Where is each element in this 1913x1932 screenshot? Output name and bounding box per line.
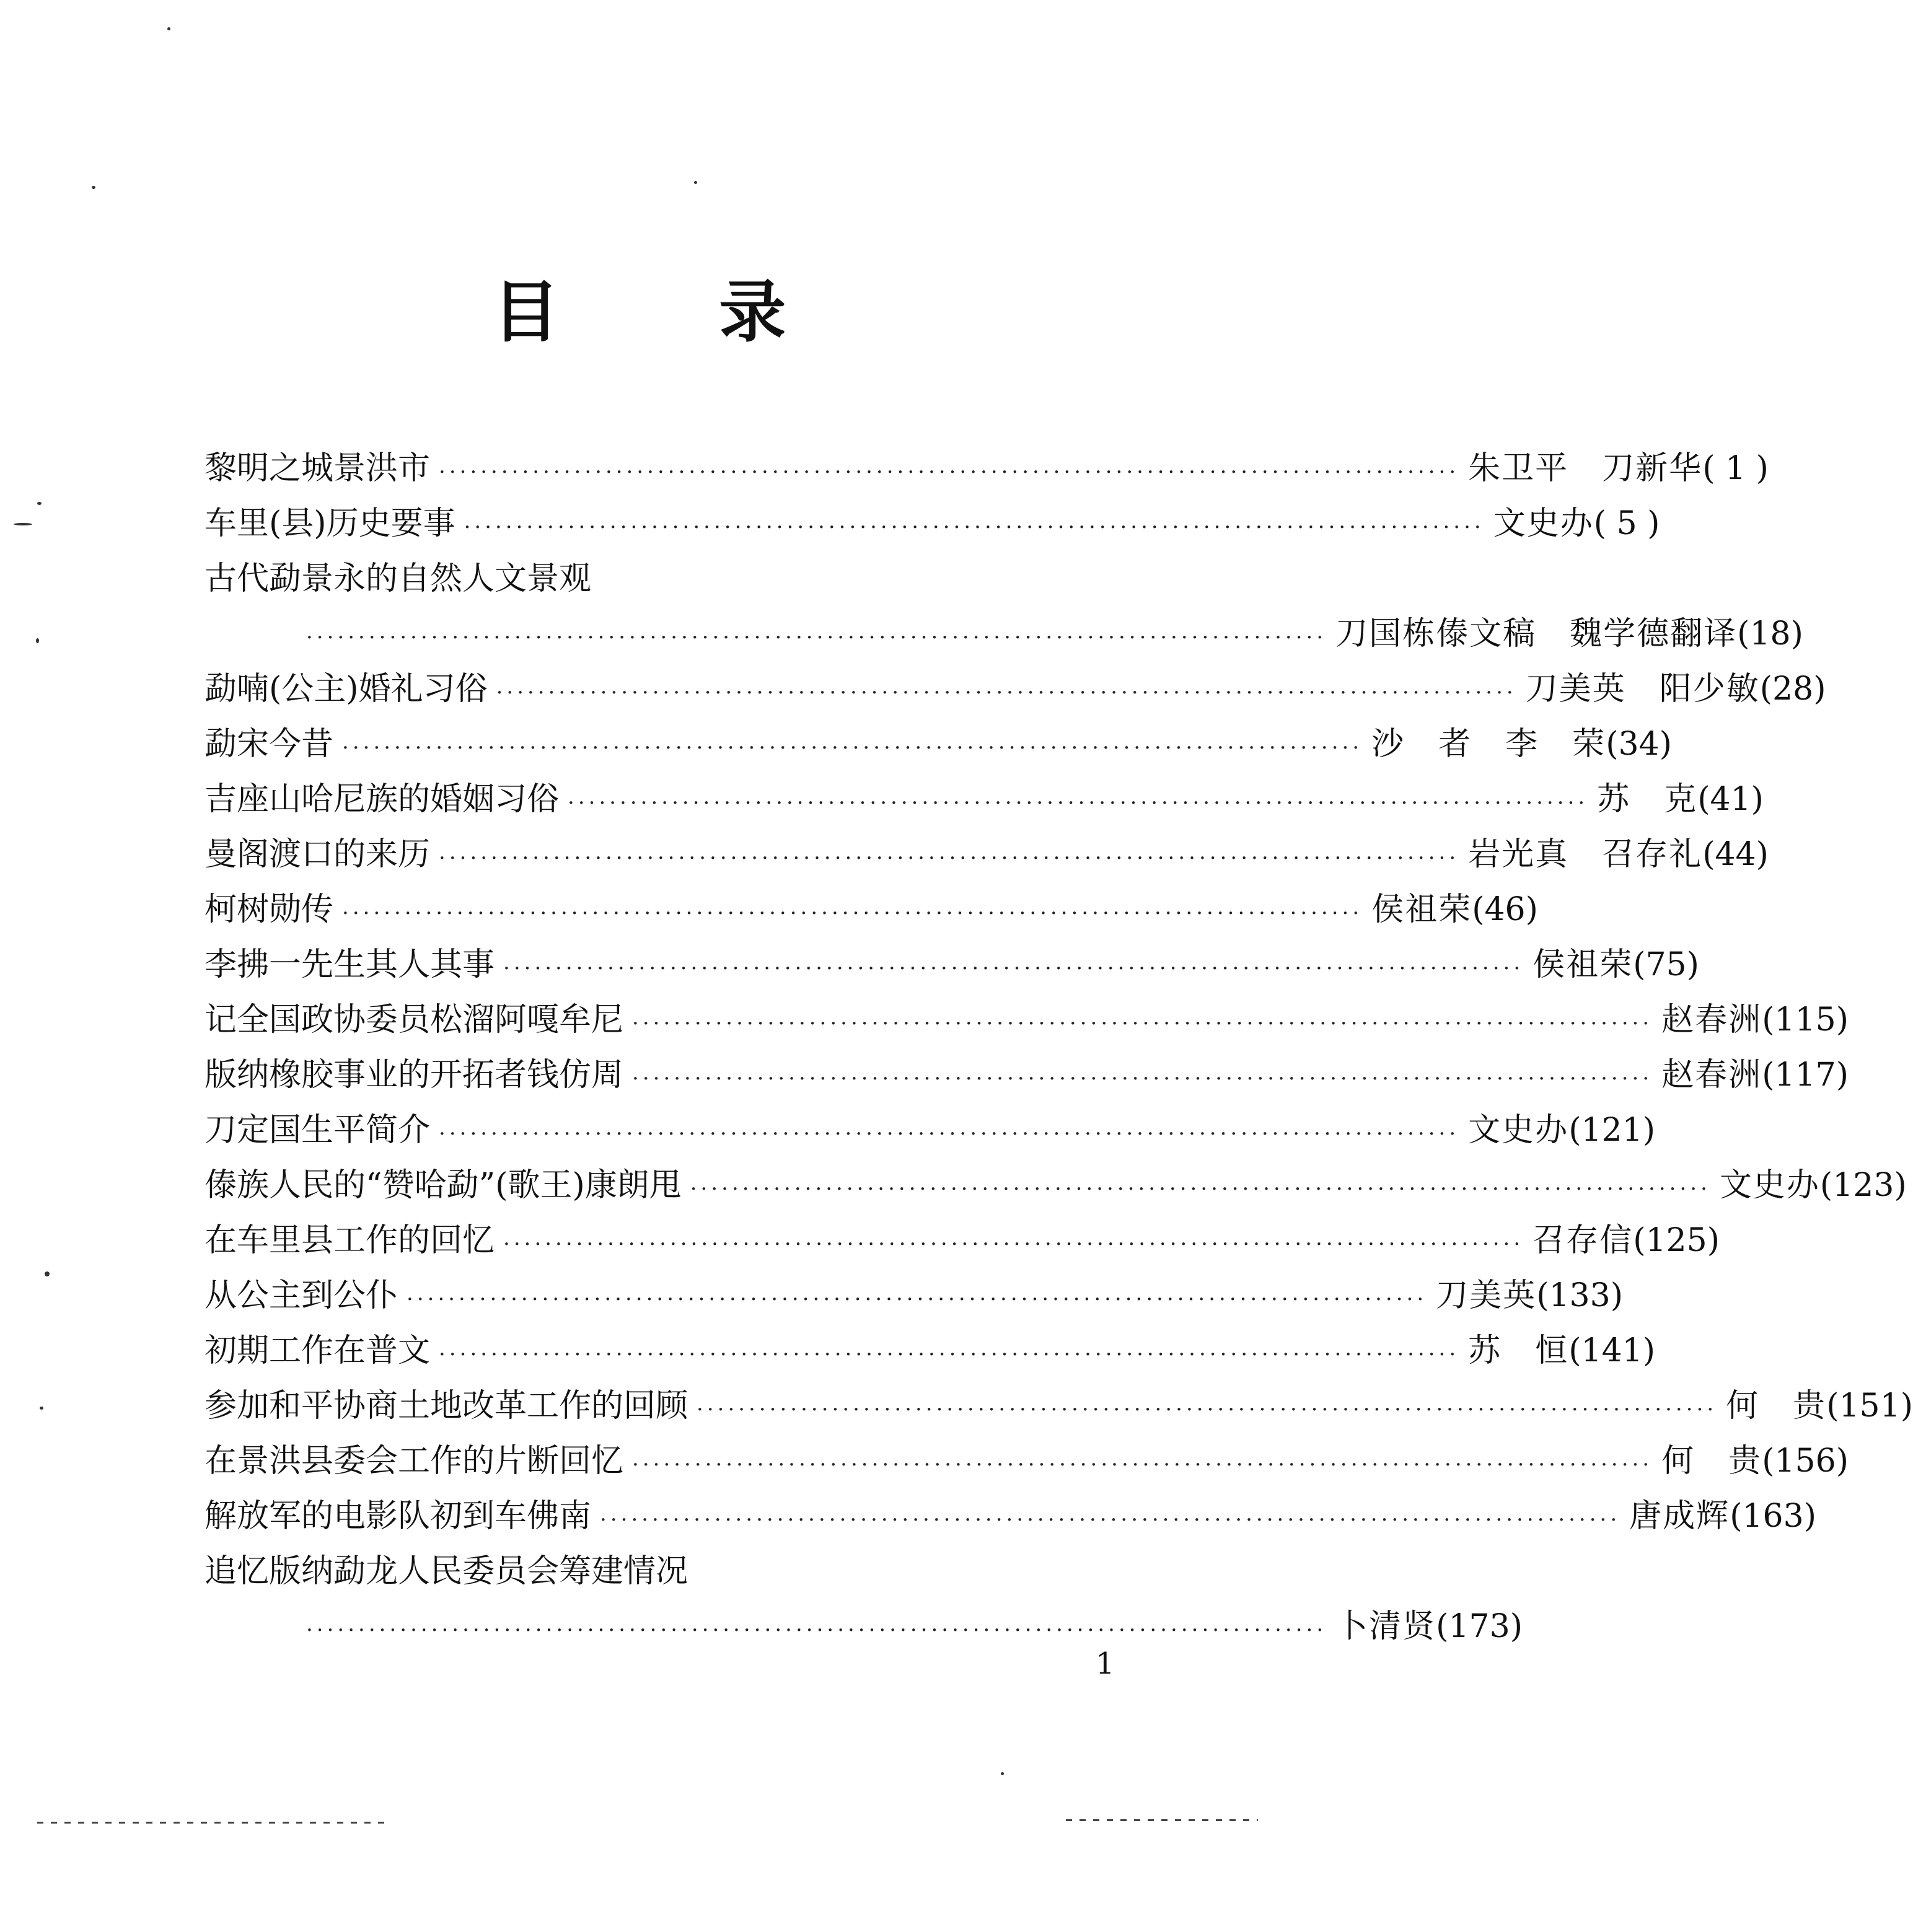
toc-entry xyxy=(204,993,1849,1048)
toc-entry xyxy=(204,496,1660,551)
entry-title: 柯树勋传 xyxy=(204,891,334,928)
entry-author: 赵春洲 xyxy=(1661,1001,1762,1038)
entry-page: (115) xyxy=(1762,1001,1849,1038)
entry-author: 岩光真 召存礼 xyxy=(1468,836,1703,873)
entry-author: 苏 克 xyxy=(1597,781,1698,818)
dot-leader: ·································································································· xyxy=(439,846,1460,871)
scan-speck xyxy=(1001,1772,1004,1775)
entry-author: 刀美英 xyxy=(1436,1277,1537,1314)
toc-entry xyxy=(204,717,1672,772)
page-number: 1 xyxy=(1096,1646,1115,1681)
entry-page: (141) xyxy=(1568,1332,1656,1369)
entry-page: (125) xyxy=(1633,1222,1720,1259)
entry-author: 刀国栋傣文稿 魏学德翻译 xyxy=(1335,615,1738,652)
entry-author: 侯祖荣 xyxy=(1371,891,1472,928)
dot-leader: ·································································································· xyxy=(690,1177,1711,1201)
dot-leader: ·································································································· xyxy=(632,1066,1653,1091)
dot-leader: ·································································································· xyxy=(632,1452,1653,1477)
scan-speck xyxy=(36,638,39,643)
entry-page: (34) xyxy=(1606,726,1672,763)
entry-page: ( 5 ) xyxy=(1593,505,1660,542)
entry-title: 在车里县工作的回忆 xyxy=(204,1222,495,1259)
entry-title: 参加和平协商土地改革工作的回顾 xyxy=(204,1387,688,1425)
entry-page: (117) xyxy=(1762,1056,1849,1094)
entry-author: 何 贵 xyxy=(1661,1442,1762,1480)
dot-leader: ·································································································· xyxy=(439,460,1460,485)
toc-entry xyxy=(204,1103,1656,1158)
entry-title: 曼阁渡口的来历 xyxy=(204,836,431,873)
dot-leader: ·································································································· xyxy=(632,1011,1653,1036)
entry-page: (41) xyxy=(1697,781,1764,818)
entry-page: (121) xyxy=(1568,1112,1656,1149)
table-of-contents xyxy=(204,441,1913,1654)
toc-entry xyxy=(204,1489,1817,1544)
entry-page: (133) xyxy=(1536,1277,1624,1314)
scan-speck xyxy=(167,27,170,30)
toc-entry xyxy=(204,772,1764,827)
toc-entry xyxy=(204,1268,1624,1324)
entry-author: 召存信 xyxy=(1533,1222,1634,1259)
toc-entry xyxy=(204,551,1159,607)
toc-entry-continuation xyxy=(204,607,1803,662)
dot-leader: ·································································································· xyxy=(439,1122,1460,1146)
toc-entry xyxy=(204,1048,1849,1103)
dot-leader: ·································································································· xyxy=(407,1287,1428,1312)
toc-entry xyxy=(204,662,1826,717)
entry-author: 侯祖荣 xyxy=(1533,946,1634,983)
scan-speck xyxy=(14,523,32,525)
dot-leader: ·································································································· xyxy=(464,515,1485,540)
entry-page: (44) xyxy=(1702,836,1769,873)
toc-entry xyxy=(204,1544,1159,1599)
entry-page: (75) xyxy=(1633,946,1699,983)
entry-author: 唐成辉 xyxy=(1629,1498,1730,1535)
entry-title: 古代勐景永的自然人文景观 xyxy=(204,560,592,597)
scan-edge-artifact xyxy=(1066,1819,1258,1821)
dot-leader: ·································································································· xyxy=(306,1618,1327,1643)
toc-entry xyxy=(204,1434,1849,1489)
dot-leader: ·································································································· xyxy=(496,680,1517,705)
entry-title: 车里(县)历史要事 xyxy=(204,505,455,542)
dot-leader: ·································································································· xyxy=(306,625,1327,650)
entry-page: (173) xyxy=(1436,1608,1523,1645)
scan-speck xyxy=(40,1407,43,1410)
dot-leader: ·································································································· xyxy=(342,735,1363,760)
entry-title: 李拂一先生其人其事 xyxy=(204,946,495,983)
scan-speck xyxy=(694,181,697,184)
entry-title: 初期工作在普文 xyxy=(204,1332,431,1369)
entry-title: 傣族人民的“赞哈勐”(歌王)康朗甩 xyxy=(204,1167,682,1204)
entry-author: 文史办 xyxy=(1493,505,1594,542)
entry-author: 沙 者 李 荣 xyxy=(1371,726,1606,763)
entry-author: 何 贵 xyxy=(1726,1387,1827,1425)
dot-leader: ·································································································· xyxy=(503,1232,1524,1257)
entry-author: 文史办 xyxy=(1719,1167,1820,1204)
entry-author: 文史办 xyxy=(1468,1112,1569,1149)
entry-author: 苏 恒 xyxy=(1468,1332,1569,1369)
dot-leader: ·································································································· xyxy=(600,1508,1621,1532)
entry-page: (46) xyxy=(1472,891,1538,928)
entry-page: ( 1 ) xyxy=(1702,450,1769,487)
toc-entry xyxy=(204,1213,1720,1268)
dot-leader: ·································································································· xyxy=(697,1397,1718,1422)
entry-page: (123) xyxy=(1819,1167,1907,1204)
entry-author: 赵春洲 xyxy=(1661,1056,1762,1094)
entry-author: 卜清贤 xyxy=(1335,1608,1436,1645)
dot-leader: ·································································································· xyxy=(568,791,1589,815)
entry-title: 追忆版纳勐龙人民委员会筹建情况 xyxy=(204,1553,688,1590)
scan-speck xyxy=(45,1271,50,1276)
entry-title: 在景洪县委会工作的片断回忆 xyxy=(204,1442,624,1480)
entry-title: 黎明之城景洪市 xyxy=(204,450,431,487)
toc-entry xyxy=(204,882,1538,937)
entry-title: 版纳橡胶事业的开拓者钱仿周 xyxy=(204,1056,624,1094)
entry-page: (28) xyxy=(1759,670,1826,708)
entry-page: (163) xyxy=(1730,1498,1817,1535)
entry-title: 勐喃(公主)婚礼习俗 xyxy=(204,670,488,708)
entry-title: 勐宋今昔 xyxy=(204,726,334,763)
toc-entry xyxy=(204,1158,1907,1213)
toc-entry xyxy=(204,1324,1656,1379)
entry-page: (18) xyxy=(1737,615,1803,652)
toc-entry xyxy=(204,441,1769,496)
dot-leader: ·································································································· xyxy=(439,1342,1460,1367)
entry-title: 解放军的电影队初到车佛南 xyxy=(204,1498,592,1535)
scan-speck xyxy=(37,502,42,505)
toc-entry-continuation xyxy=(204,1599,1523,1654)
scan-speck xyxy=(92,186,95,189)
entry-title: 刀定国生平简介 xyxy=(204,1112,431,1149)
entry-title: 从公主到公仆 xyxy=(204,1277,398,1314)
entry-author: 刀美英 阳少敏 xyxy=(1525,670,1760,708)
entry-title: 吉座山哈尼族的婚姻习俗 xyxy=(204,781,560,818)
entry-author: 朱卫平 刀新华 xyxy=(1468,450,1703,487)
dot-leader: ·································································································· xyxy=(503,956,1524,981)
toc-entry xyxy=(204,1379,1913,1434)
entry-page: (156) xyxy=(1762,1442,1849,1480)
dot-leader: ·································································································· xyxy=(342,901,1363,926)
entry-page: (151) xyxy=(1826,1387,1913,1425)
scan-edge-artifact xyxy=(37,1822,384,1824)
entry-title: 记全国政协委员松溜阿嘎牟尼 xyxy=(204,1001,624,1038)
page-title: 目 录 xyxy=(492,274,855,351)
toc-entry xyxy=(204,937,1699,993)
toc-entry xyxy=(204,827,1769,882)
